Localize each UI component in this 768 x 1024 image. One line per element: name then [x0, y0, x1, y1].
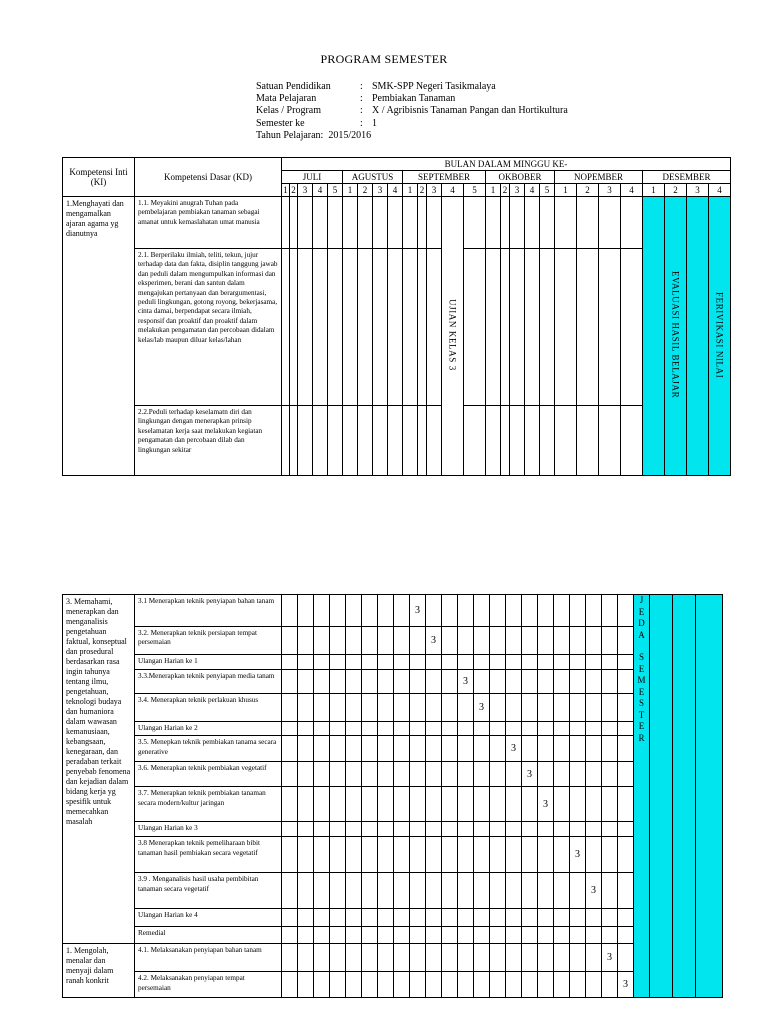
kd-3-6: 3.6. Menerapkan teknik pembiakan vegetatif: [135, 762, 282, 787]
month-nopember: NOPEMBER: [555, 171, 643, 184]
header-kd: Kompetensi Dasar (KD): [135, 158, 282, 197]
week-mark: 3: [602, 944, 618, 972]
page-title: PROGRAM SEMESTER: [320, 52, 448, 66]
ki-3: 3. Memahami, menerapkan dan menganalisis pengetahuan faktual, konseptual dan prosedural berdasarkan rasa ingin tahunya tentang ilmu, pengetahuan, teknologi budaya dan humaniora dalam wawasan kemanusiaan, kebangsaan, kenegaraan, dan peradaban terkait penyebab fenomena dan kejadian dalam bidang kerja yg spesifik untuk memecahkan masalah: [63, 595, 135, 944]
kd-1-1: 1.1. Meyakini anugrah Tuhan pada pembelajaran pembiakan tanaman sebagai amanat untuk kemaslahatan umat manusia: [135, 197, 282, 249]
kd-3-1: 3.1 Menerapkan teknik penyiapan bahan tanam: [135, 595, 282, 627]
info-label: Kelas / Program: [256, 105, 321, 117]
info-row-class: [256, 105, 568, 117]
info-value: 2015/2016: [328, 129, 372, 141]
header-ki: Kompetensi Inti (KI): [63, 158, 135, 197]
week-mark: 3: [586, 873, 602, 909]
week-mark: 3: [570, 837, 586, 873]
week-number: 2: [501, 184, 510, 197]
week-number: 1: [283, 184, 288, 195]
info-label: Tahun Pelajaran:: [256, 129, 324, 141]
jeda-letter: J: [639, 595, 644, 605]
desember-week-3-cyan: [687, 197, 709, 476]
week-number: 4: [525, 184, 540, 197]
kd-4-1: 4.1. Melaksanakan penyiapan bahan tanam: [135, 944, 282, 972]
cyan-column: [673, 595, 696, 998]
jeda-semester-label: [634, 595, 649, 744]
week-mark: 3: [474, 694, 490, 722]
info-value: Pembiakan Tanaman: [372, 93, 456, 105]
jeda-letter: E: [638, 663, 645, 674]
jeda-letter: T: [638, 709, 645, 720]
ki-4: 1. Mengolah, menalar dan menyaji dalam ranah konkrit: [63, 944, 135, 998]
ferivikasi-cell: [709, 197, 731, 476]
week-mark: 3: [618, 972, 634, 998]
week-mark: 3: [506, 736, 522, 762]
week-number: 4: [621, 184, 643, 197]
document-info: [256, 81, 568, 142]
week-number: 2: [577, 184, 599, 197]
jeda-letter: E: [638, 606, 645, 617]
info-label: Mata Pelajaran: [256, 93, 317, 105]
week-mark: 3: [458, 670, 474, 694]
week-mark: 3: [522, 762, 538, 787]
info-label: Satuan Pendidikan: [256, 81, 331, 92]
jeda-letter: D: [638, 618, 645, 628]
kd-4-2: 4.2. Melaksanakan penyiapan tempat persemaian: [135, 972, 282, 998]
kd-3-5: 3.5. Menepkan teknik pembiakan tanama secara generative: [135, 736, 282, 762]
week-number: 1: [486, 184, 501, 197]
week-number: 1: [343, 184, 358, 197]
week-number: 2: [291, 184, 296, 195]
info-separator: :: [360, 117, 363, 129]
header-bulan: BULAN DALAM MINGGU KE-: [282, 158, 731, 171]
info-row-semester: [256, 118, 568, 130]
week-number: 3: [599, 184, 621, 197]
week-number: 5: [464, 184, 486, 197]
week-number: 4: [388, 184, 403, 197]
evaluasi-label: EVALUASI HASIL BELAJAR: [670, 271, 681, 399]
info-separator: :: [360, 105, 363, 117]
evaluasi-cell: [665, 197, 687, 476]
month-september: SEPTEMBER: [403, 171, 486, 184]
schedule-table-bottom: [62, 594, 723, 998]
week-number: 3: [687, 184, 709, 197]
info-value: 1: [372, 117, 377, 129]
week-number: 3: [510, 184, 525, 197]
kd-3-4: 3.4. Menerapkan teknik perlakuan khusus: [135, 694, 282, 722]
info-separator: :: [360, 81, 363, 92]
kd-2-2: 2.2.Peduli terhadap keselamatn diri dan lingkungan dengan menerapkan prinsip keselamatan kerja saat melakukan kegiatan pengamatan dan percobaan dilab dan lingkungan sekitar: [135, 406, 282, 476]
remedial: Remedial: [135, 927, 282, 944]
info-label: Semester ke: [256, 117, 305, 129]
week-mark: 3: [410, 595, 426, 627]
desember-week-1-cyan: [643, 197, 665, 476]
ulangan-harian-1: Ulangan Harian ke 1: [135, 655, 282, 670]
kd-3-7: 3.7. Menerapkan teknik pembiakan tanaman secara modern/kultur jaringan: [135, 787, 282, 822]
ujian-kelas-3-label: UJIAN KELAS 3: [447, 299, 458, 371]
kd-3-3: 3.3.Menerapkan teknik penyiapan media tanam: [135, 670, 282, 694]
week-number: 1: [403, 184, 418, 197]
week-number: 3: [373, 184, 388, 197]
week-number: 5: [540, 184, 555, 197]
info-row-subject: [256, 93, 568, 105]
jeda-letter: S: [638, 698, 644, 708]
week-mark: 3: [538, 787, 554, 822]
ulangan-harian-2: Ulangan Harian ke 2: [135, 722, 282, 736]
info-row-year: [256, 130, 568, 142]
week-number: 4: [313, 184, 328, 197]
week-number: 3: [427, 184, 442, 197]
week-number: 2: [665, 184, 687, 197]
month-oktober: OKBOBER: [486, 171, 555, 184]
cyan-column: [650, 595, 673, 998]
jeda-letter: E: [638, 686, 645, 697]
cyan-column: [696, 595, 723, 998]
week-number: 5: [328, 184, 343, 197]
ferivikasi-label: FERIVIKASI NILAI: [714, 291, 725, 379]
info-value: SMK-SPP Negeri Tasikmalaya: [372, 81, 496, 92]
week-number: 1: [555, 184, 577, 197]
schedule-table-top: [62, 157, 731, 476]
ujian-kelas-3-cell: [442, 197, 464, 476]
jeda-letter: S: [638, 652, 644, 662]
jeda-letter: R: [638, 732, 645, 743]
jeda-letter: M: [637, 675, 646, 685]
ulangan-harian-4: Ulangan Harian ke 4: [135, 909, 282, 927]
month-juli: JULI: [282, 171, 343, 184]
kd-3-2: 3.2. Menerapkan teknik persiapan tempat persemaian: [135, 627, 282, 655]
kd-3-9: 3.9 . Menganalisis hasil usaha pembibitan tanaman secara vegetatif: [135, 873, 282, 909]
week-number: 2: [358, 184, 373, 197]
month-desember: DESEMBER: [643, 171, 731, 184]
ulangan-harian-3: Ulangan Harian ke 3: [135, 822, 282, 837]
info-separator: :: [360, 93, 363, 105]
kd-2-1: 2.1. Berperilaku ilmiah, teliti, tekun, jujur terhadap data dan fakta, disiplin tanggung jawab dan peduli dalam mengumpulkan informasi dan eksperimen, berani dan santun dalam mengajukan pertanyaan dan berargumentasi, peduli lingkungan, gotong royong, bekerjasama, cinta damai, berpendapat secara ilmiah, responsif dan proaktif dan proaktif dalam melakukan pengamatan dan percobaan didalam kelas/lab maupun diluar kelas/lahan: [135, 249, 282, 406]
info-row-school: [256, 81, 568, 93]
jeda-gap: [634, 641, 649, 652]
jeda-semester-cell: [634, 595, 650, 998]
jeda-letter: E: [638, 721, 645, 731]
week-mark: 3: [426, 627, 442, 655]
week-number: 4: [709, 184, 731, 197]
week-number: 1: [643, 184, 665, 197]
week-number: 2: [418, 184, 427, 197]
info-value: X / Agribisnis Tanaman Pangan dan Hortikultura: [372, 105, 568, 117]
jeda-letter: A: [638, 629, 645, 640]
month-agustus: AGUSTUS: [343, 171, 403, 184]
week-number: 3: [298, 184, 313, 197]
week-number: 4: [442, 184, 464, 197]
ki-1: 1.Menghayati dan mengamalkan ajaran agama yg dianutnya: [63, 197, 135, 476]
kd-3-8: 3.8 Menerapkan teknik pemeliharaan bibit tanaman hasil pembiakan secara vegetatif: [135, 837, 282, 873]
